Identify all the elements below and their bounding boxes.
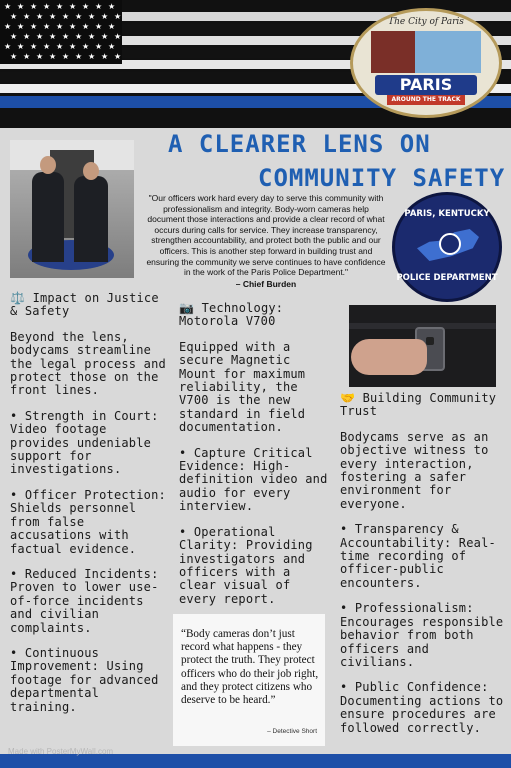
badge-emblem [439, 233, 461, 255]
left-bullet: • Continuous Improvement: Using footage for advanced departmental training. [10, 645, 159, 714]
flag-star-icon: ★ [82, 22, 90, 31]
flag-star-icon: ★ [108, 22, 116, 31]
left-bullet: • Strength in Court: Video footage provides undeniable support for investigations. [10, 408, 159, 477]
flag-star-icon: ★ [56, 42, 64, 51]
flag-star-icon: ★ [4, 2, 12, 11]
right-column-intro: Bodycams serve as an objective witness to every interaction, fostering a safer environment for everyone. [340, 429, 489, 511]
middle-bullet: • Operational Clarity: Providing investigators and officers with a clear visual of every report. [179, 524, 313, 606]
flag-star-icon: ★ [36, 12, 44, 21]
flag-star-icon: ★ [82, 2, 90, 11]
flag-star-icon: ★ [17, 2, 25, 11]
detective-quote-box [173, 614, 325, 746]
police-department-badge [392, 192, 502, 302]
right-bullet: • Transparency & Accountability: Real-time recording of officer-public encounters. [340, 522, 496, 590]
middle-column-intro: Equipped with a secure Magnetic Mount for maximum reliability, the V700 is the new standard in field documentation. [179, 339, 306, 435]
flag-star-icon: ★ [75, 32, 83, 41]
flag-star-icon: ★ [82, 42, 90, 51]
seal-sky [415, 31, 481, 73]
seal-name: PARIS [375, 75, 477, 95]
flag-star-icon: ★ [88, 12, 96, 21]
footer-stripe [0, 754, 511, 768]
right-column [340, 392, 506, 735]
flag-star-icon: ★ [101, 32, 109, 41]
flag-star-icon: ★ [62, 32, 70, 41]
seal-tagline: AROUND THE TRACK [387, 95, 465, 105]
flag-star-icon: ★ [49, 32, 57, 41]
middle-column [179, 302, 331, 606]
flag-star-icon: ★ [95, 22, 103, 31]
badge-bottom-text: POLICE DEPARTMENT [396, 273, 498, 283]
flag-star-icon: ★ [43, 42, 51, 51]
left-column [10, 292, 168, 714]
left-column-heading: ⚖️ Impact on Justice & Safety [10, 291, 159, 319]
flag-star-icon: ★ [69, 22, 77, 31]
flag-star-icon: ★ [4, 22, 12, 31]
title-line-2: COMMUNITY SAFETY [258, 164, 506, 192]
flag-star-icon: ★ [36, 52, 44, 61]
flag-star-icon: ★ [56, 2, 64, 11]
left-column-intro: Beyond the lens, bodycams streamline the legal process and protect those on the front lines. [10, 329, 166, 398]
flag-star-icon: ★ [75, 52, 83, 61]
left-bullet: • Reduced Incidents: Proven to lower use-of-force incidents and civilian complaints. [10, 566, 159, 635]
flag-star-icon: ★ [36, 32, 44, 41]
flag-star-icon: ★ [69, 2, 77, 11]
flag-star-icon: ★ [95, 42, 103, 51]
detective-quote-text: “Body cameras don’t just record what happens - they protect the truth. They protect officers who do their job right, and they protect citizens who deserve to be heard.” [181, 628, 319, 707]
middle-column-heading: 📷 Technology: Motorola V700 [179, 301, 284, 329]
flag-star-icon: ★ [101, 52, 109, 61]
flag-star-icon: ★ [88, 52, 96, 61]
flag-star-icon: ★ [30, 42, 38, 51]
detective-quote-attribution: – Detective Short [267, 728, 317, 735]
flag-star-icon: ★ [49, 12, 57, 21]
flag-star-icon: ★ [43, 2, 51, 11]
flag-star-icon: ★ [23, 32, 31, 41]
left-bullet: • Officer Protection: Shields personnel from false accusations with factual evidence. [10, 487, 166, 556]
flag-star-icon: ★ [23, 52, 31, 61]
badge-top-text: PARIS, KENTUCKY [404, 209, 490, 219]
seal-building [371, 31, 415, 73]
flag-star-icon: ★ [30, 22, 38, 31]
seal-city-label: The City of Paris [388, 17, 464, 27]
made-with-watermark: Made with PosterMyWall.com [8, 747, 114, 756]
flag-star-icon: ★ [17, 42, 25, 51]
flag-star-icon: ★ [101, 12, 109, 21]
flag-star-icon: ★ [75, 12, 83, 21]
flag-star-icon: ★ [10, 32, 18, 41]
flag-star-icon: ★ [4, 42, 12, 51]
chief-quote [146, 193, 386, 289]
flag-star-icon: ★ [49, 52, 57, 61]
flag-star-icon: ★ [114, 32, 122, 41]
flag-star-icon: ★ [10, 52, 18, 61]
officers-photo [10, 140, 134, 278]
flag-stars [0, 0, 122, 64]
bodycam-photo [349, 305, 496, 387]
flag-star-icon: ★ [10, 12, 18, 21]
right-bullet: • Professionalism: Encourages responsible behavior from both officers and civilians. [340, 601, 504, 669]
flag-star-icon: ★ [69, 42, 77, 51]
flag-star-icon: ★ [30, 2, 38, 11]
flag-star-icon: ★ [56, 22, 64, 31]
title-line-1: A CLEARER LENS ON [168, 130, 431, 158]
flag-star-icon: ★ [114, 12, 122, 21]
right-column-heading: 🤝 Building Community Trust [340, 391, 497, 419]
right-bullet: • Public Confidence: Documenting actions to ensure procedures are followed correctly. [340, 680, 504, 735]
middle-bullet: • Capture Critical Evidence: High-definition video and audio for every interview. [179, 445, 328, 514]
flag-star-icon: ★ [23, 12, 31, 21]
flag-star-icon: ★ [114, 52, 122, 61]
flag-star-icon: ★ [43, 22, 51, 31]
city-seal-logo [350, 8, 502, 118]
flag-star-icon: ★ [88, 32, 96, 41]
chief-quote-text: "Our officers work hard every day to serve this community with professionalism and integrity. Body-worn cameras help document those interactions and provide a clear record of what occurs during calls for service. They increase transparency, strengthen accountability, and protect both the public and our officers. This is another step forward in building trust and ensuring the community we serve continues to have confidence in the work of the Paris Police Department." [146, 193, 386, 278]
flag-star-icon: ★ [95, 2, 103, 11]
flag-star-icon: ★ [62, 12, 70, 21]
chief-quote-attribution: – Chief Burden [235, 278, 297, 289]
hand-image [351, 339, 427, 375]
flag-star-icon: ★ [17, 22, 25, 31]
flag-star-icon: ★ [108, 42, 116, 51]
flag-star-icon: ★ [62, 52, 70, 61]
flag-star-icon: ★ [108, 2, 116, 11]
